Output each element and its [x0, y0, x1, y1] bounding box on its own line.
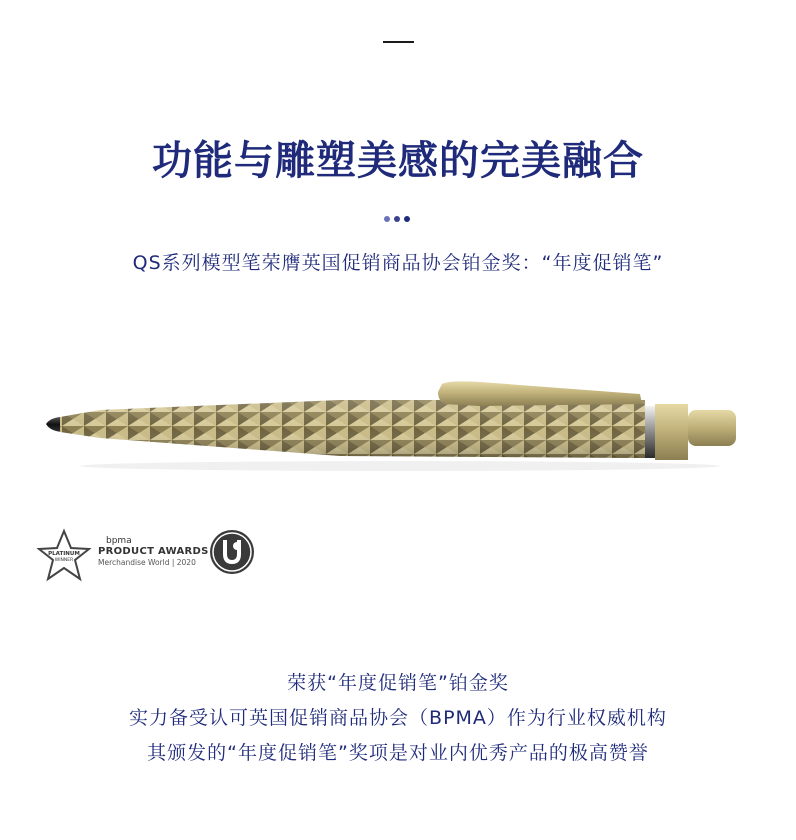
bpma-label: bpma	[106, 536, 132, 546]
award-sub: Merchandise World | 2020	[98, 558, 196, 567]
dot-2	[394, 216, 400, 222]
award-title: PRODUCT AWARDS	[98, 546, 209, 557]
star-line-1: PLATINUM	[48, 551, 80, 557]
star-line-2: WINNER	[54, 558, 74, 563]
footer-description	[0, 666, 796, 771]
footer-line-1: 荣获“年度促销笔”铂金奖	[287, 672, 509, 694]
product-awards-logo	[98, 536, 209, 568]
section-dots	[384, 216, 410, 222]
u-logo-icon	[208, 528, 256, 576]
footer-line-2: 实力备受认可英国促销商品协会（BPMA）作为行业权威机构	[129, 707, 667, 729]
pen-product-image	[40, 370, 750, 480]
top-divider	[383, 41, 414, 43]
award-subtitle: QS系列模型笔荣膺英国促销商品协会铂金奖：“年度促销笔”	[132, 252, 664, 274]
dot-3	[404, 216, 410, 222]
page-title: 功能与雕塑美感的完美融合	[152, 138, 644, 184]
footer-line-3: 其颁发的“年度促销笔”奖项是对业内优秀产品的极高赞誉	[147, 742, 649, 764]
platinum-star-icon	[36, 528, 92, 584]
award-badges	[36, 528, 266, 588]
dot-1	[384, 216, 390, 222]
